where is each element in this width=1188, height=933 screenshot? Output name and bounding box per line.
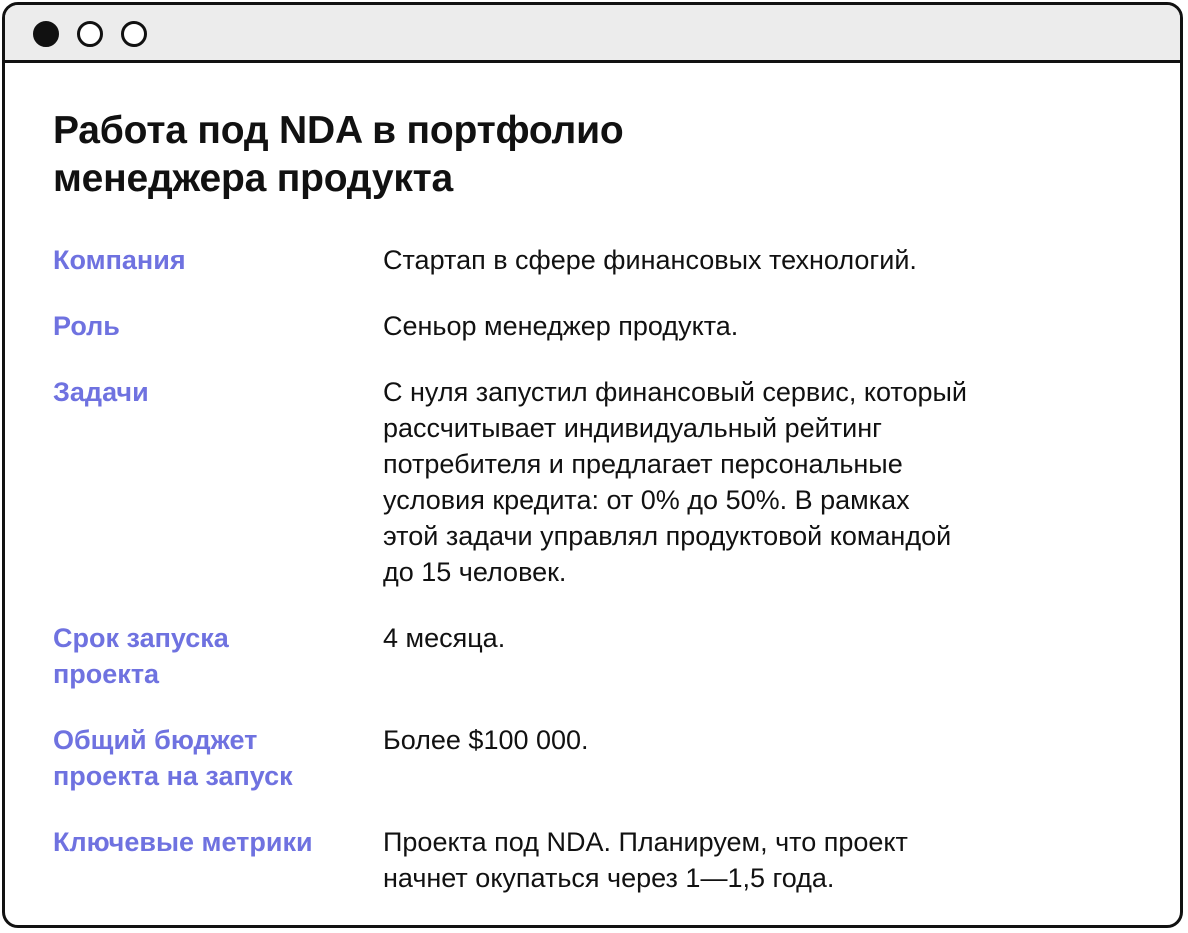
row-label bbox=[53, 722, 353, 794]
value-line: рассчитывает индивидуальный рейтинг bbox=[383, 413, 882, 443]
label-line: Ключевые метрики bbox=[53, 827, 313, 857]
value-line: начнет окупаться через 1—1,5 года. bbox=[383, 863, 835, 893]
row-label bbox=[53, 620, 353, 692]
page-title-line: Работа под NDA в портфолио bbox=[53, 109, 624, 152]
row-label bbox=[53, 242, 353, 278]
row-value bbox=[383, 620, 1063, 656]
row-value bbox=[383, 722, 1063, 758]
label-line: Компания bbox=[53, 245, 186, 275]
row-label bbox=[53, 824, 353, 860]
value-line: потребителя и предлагает персональные bbox=[383, 449, 903, 479]
label-line: проекта на запуск bbox=[53, 761, 293, 791]
value-line: Проекта под NDA. Планируем, что проект bbox=[383, 827, 908, 857]
value-line: условия кредита: от 0% до 50%. В рамках bbox=[383, 485, 910, 515]
row-label bbox=[53, 374, 353, 410]
value-line: Более $100 000. bbox=[383, 725, 589, 755]
page-title bbox=[53, 107, 853, 203]
card-content bbox=[53, 63, 1140, 925]
value-line: Стартап в сфере финансовых технологий. bbox=[383, 245, 917, 275]
value-line: до 15 человек. bbox=[383, 557, 567, 587]
label-line: Задачи bbox=[53, 377, 149, 407]
window-close-dot[interactable] bbox=[33, 21, 59, 47]
window-titlebar bbox=[5, 5, 1180, 63]
row-label bbox=[53, 308, 353, 344]
label-line: Общий бюджет bbox=[53, 725, 258, 755]
window-maximize-dot[interactable] bbox=[121, 21, 147, 47]
row-value bbox=[383, 308, 1063, 344]
label-line: Роль bbox=[53, 311, 120, 341]
row-value bbox=[383, 242, 1063, 278]
window-minimize-dot[interactable] bbox=[77, 21, 103, 47]
page-title-line: менеджера продукта bbox=[53, 157, 454, 200]
label-line: проекта bbox=[53, 659, 160, 689]
row-value bbox=[383, 374, 1063, 590]
value-line: Сеньор менеджер продукта. bbox=[383, 311, 739, 341]
value-line: этой задачи управлял продуктовой командой bbox=[383, 521, 952, 551]
value-line: С нуля запустил финансовый сервис, который bbox=[383, 377, 967, 407]
browser-window bbox=[2, 2, 1183, 928]
row-value bbox=[383, 824, 1063, 896]
label-line: Срок запуска bbox=[53, 623, 229, 653]
value-line: 4 месяца. bbox=[383, 623, 506, 653]
